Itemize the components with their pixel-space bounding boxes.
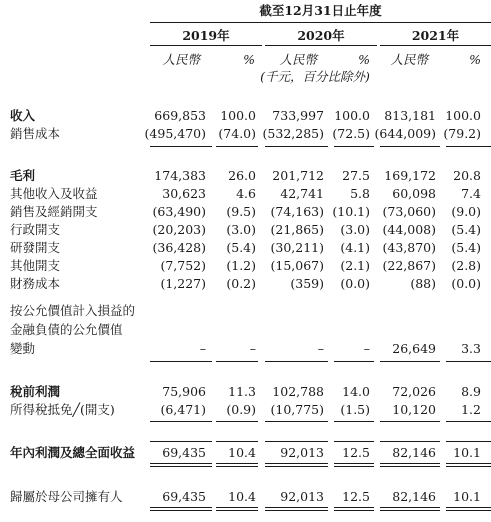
admin-expenses-value-4: (44,008) [382,222,436,237]
selling-expenses-value-3: (10.1) [332,204,370,219]
unit-note: (千元，百分比除外) [260,69,370,84]
other-expenses-label: 其他開支 [10,258,61,273]
rd-expenses-value-5: (5.4) [451,240,481,255]
income-tax-value-4: 10,120 [392,402,436,417]
rd-expenses-value-4: (43,870) [382,240,436,255]
total-comprehensive-income-label: 年內利潤及總全面收益 [10,445,136,460]
rd-expenses-label: 研發開支 [10,240,61,255]
year-2021-header: 2021年 [411,28,460,43]
percent-header-2021: % [469,52,481,67]
total-double-rule [446,507,491,511]
total-double-rule [334,507,374,511]
header-rule [150,22,491,23]
subtotal-rule [334,361,374,362]
year-2020-header: 2020年 [297,28,345,43]
profit-before-tax-value-4: 72,026 [392,384,436,399]
attributable-to-owners-label: 歸屬於母公司擁有人 [10,489,123,504]
admin-expenses-value-0: (20,203) [152,222,206,237]
finance-costs-value-4: (88) [410,276,436,291]
total-comprehensive-income-value-3: 12.5 [342,445,370,460]
income-tax-label: 所得稅抵免╱(開支) [10,402,115,417]
attributable-to-owners-value-3: 12.5 [342,489,370,504]
total-top-rule [150,441,212,442]
total-top-rule [265,441,328,442]
subtotal-rule [265,146,328,147]
revenue-value-1: 100.0 [220,108,256,123]
finance-costs-value-3: (0.0) [340,276,370,291]
gross-profit-value-0: 174,383 [154,168,206,183]
gross-profit-value-3: 27.5 [342,168,370,183]
revenue-value-2: 733,997 [272,108,324,123]
cost-of-sales-value-3: (72.5) [332,126,370,141]
total-comprehensive-income-value-1: 10.4 [228,445,256,460]
attributable-to-owners-value-5: 10.1 [453,489,481,504]
subtotal-rule [380,146,440,147]
other-income-value-3: 5.8 [350,186,370,201]
total-double-rule [265,463,328,467]
subtotal-rule [380,361,440,362]
fair-value-change-value-5: 3.3 [461,341,481,356]
cost-of-sales-value-0: (495,470) [144,126,206,141]
total-comprehensive-income-value-0: 69,435 [162,445,206,460]
revenue-value-4: 813,181 [384,108,436,123]
rd-expenses-value-3: (4.1) [340,240,370,255]
other-expenses-value-4: (22,867) [382,258,436,273]
gross-profit-value-2: 201,712 [272,168,324,183]
subtotal-rule [150,146,212,147]
admin-expenses-value-1: (3.0) [226,222,256,237]
selling-expenses-value-1: (9.5) [226,204,256,219]
income-tax-value-3: (1.5) [340,402,370,417]
admin-expenses-label: 行政開支 [10,222,61,237]
total-top-rule [446,441,491,442]
selling-expenses-label: 銷售及經銷開支 [10,204,98,219]
total-double-rule [150,507,212,511]
currency-header-2019: 人民幣 [162,52,200,67]
gross-profit-value-5: 20.8 [453,168,481,183]
admin-expenses-value-2: (21,865) [270,222,324,237]
admin-expenses-value-5: (5.4) [451,222,481,237]
total-double-rule [334,463,374,467]
total-double-rule [380,507,440,511]
selling-expenses-value-5: (9.0) [451,204,481,219]
rd-expenses-value-1: (5.4) [226,240,256,255]
subtotal-rule [334,146,374,147]
rd-expenses-value-0: (36,428) [152,240,206,255]
profit-before-tax-value-5: 8.9 [461,384,481,399]
subtotal-rule [380,421,440,422]
subtotal-rule [216,146,258,147]
revenue-value-0: 669,853 [154,108,206,123]
cost-of-sales-value-1: (74.0) [218,126,256,141]
admin-expenses-value-3: (3.0) [340,222,370,237]
total-double-rule [265,507,328,511]
cost-of-sales-value-4: (644,009) [374,126,436,141]
currency-header-2021: 人民幣 [390,52,428,67]
income-tax-value-1: (0.9) [226,402,256,417]
profit-before-tax-label: 稅前利潤 [10,384,61,399]
period-heading: 截至12月31日止年度 [259,3,382,18]
finance-costs-value-0: (1,227) [160,276,206,291]
profit-before-tax-value-0: 75,906 [162,384,206,399]
attributable-to-owners-value-4: 82,146 [392,489,436,504]
fair-value-change-label-line: 變動 [10,341,36,356]
other-expenses-value-5: (2.8) [451,258,481,273]
finance-costs-value-5: (0.0) [451,276,481,291]
selling-expenses-value-4: (73,060) [382,204,436,219]
subtotal-rule [216,421,258,422]
subtotal-rule [446,361,491,362]
subtotal-rule [446,146,491,147]
other-expenses-value-3: (2.1) [340,258,370,273]
total-comprehensive-income-value-2: 92,013 [280,445,324,460]
subtotal-rule [446,421,491,422]
finance-costs-label: 財務成本 [10,276,61,291]
selling-expenses-value-2: (74,163) [270,204,324,219]
selling-expenses-value-0: (63,490) [152,204,206,219]
other-income-value-0: 30,623 [162,186,206,201]
subtotal-rule [150,421,212,422]
year-2019-header: 2019年 [182,28,230,43]
total-double-rule [150,463,212,467]
percent-header-2019: % [243,52,255,67]
total-double-rule [216,463,258,467]
total-double-rule [216,507,258,511]
fair-value-change-label-line: 金融負債的公允價值 [10,322,123,337]
year-2020-rule [265,45,377,46]
revenue-value-3: 100.0 [334,108,370,123]
attributable-to-owners-value-1: 10.4 [228,489,256,504]
fair-value-change-label-line: 按公允價值計入損益的 [10,303,136,318]
fair-value-change-value-1: – [249,341,256,356]
percent-header-2020: % [358,52,370,67]
other-income-value-1: 4.6 [236,186,256,201]
fair-value-change-value-2: – [317,341,324,356]
other-income-value-2: 42,741 [280,186,324,201]
total-comprehensive-income-value-4: 82,146 [392,445,436,460]
fair-value-change-value-3: – [363,341,370,356]
profit-before-tax-value-2: 102,788 [272,384,324,399]
income-tax-value-5: 1.2 [461,402,481,417]
revenue-value-5: 100.0 [445,108,481,123]
total-double-rule [446,463,491,467]
profit-before-tax-value-3: 14.0 [342,384,370,399]
total-top-rule [216,441,258,442]
gross-profit-value-1: 26.0 [228,168,256,183]
finance-costs-value-2: (359) [290,276,324,291]
gross-profit-value-4: 169,172 [384,168,436,183]
attributable-to-owners-value-2: 92,013 [280,489,324,504]
other-expenses-value-0: (7,752) [160,258,206,273]
income-tax-value-2: (10,775) [270,402,324,417]
rd-expenses-value-2: (30,211) [270,240,324,255]
cost-of-sales-value-2: (532,285) [262,126,324,141]
total-top-rule [380,441,440,442]
other-expenses-value-1: (1.2) [226,258,256,273]
year-2021-rule [380,45,491,46]
fair-value-change-value-4: 26,649 [392,341,436,356]
year-2019-rule [150,45,262,46]
fair-value-change-value-0: – [199,341,206,356]
cost-of-sales-label: 銷售成本 [10,126,61,141]
currency-header-2020: 人民幣 [279,52,317,67]
other-income-value-4: 60,098 [392,186,436,201]
revenue-label: 收入 [10,108,36,123]
subtotal-rule [216,361,258,362]
total-top-rule [334,441,374,442]
finance-costs-value-1: (0.2) [226,276,256,291]
other-income-value-5: 7.4 [461,186,481,201]
subtotal-rule [265,361,328,362]
other-income-label: 其他收入及收益 [10,186,98,201]
gross-profit-label: 毛利 [10,168,36,183]
other-expenses-value-2: (15,067) [270,258,324,273]
subtotal-rule [334,421,374,422]
profit-before-tax-value-1: 11.3 [228,384,256,399]
total-comprehensive-income-value-5: 10.1 [453,445,481,460]
attributable-to-owners-value-0: 69,435 [162,489,206,504]
income-tax-value-0: (6,471) [160,402,206,417]
total-double-rule [380,463,440,467]
cost-of-sales-value-5: (79.2) [443,126,481,141]
subtotal-rule [150,361,212,362]
subtotal-rule [265,421,328,422]
